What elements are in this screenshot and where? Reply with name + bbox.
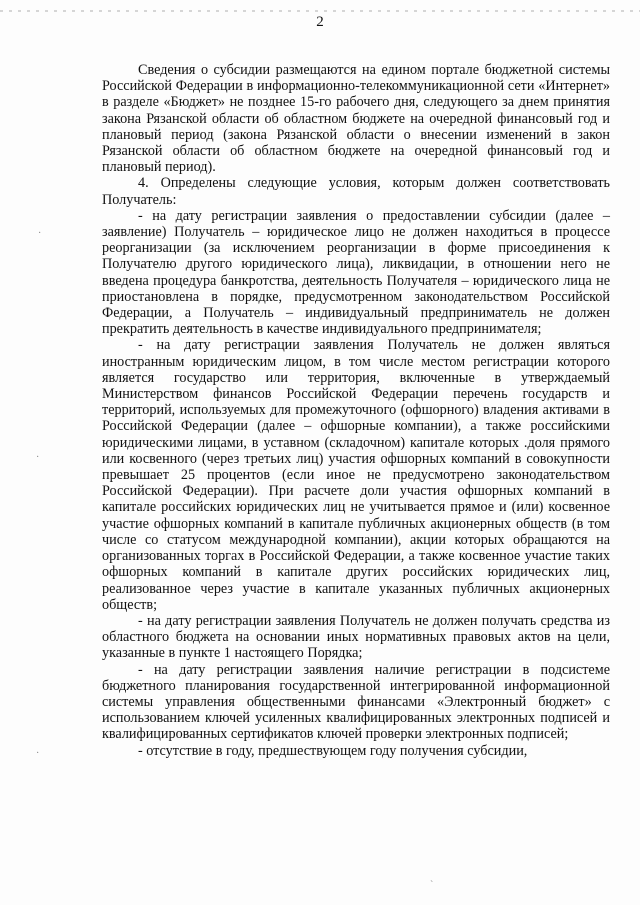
paragraph-condition-offshore: - на дату регистрации заявления Получатель не должен являться иностранным юридическим лицом, в том числе местом регистрации которого является государство или территория, включенные в утверждаемый Министерством финансов Российской Федерации перечень государств и территорий, используемых для промежуточного (офшорного) владения активами в Российской Федерации (далее – офшорные компании), а также российскими юридическими лицами, в уставном (складочном) капитале которых .доля прямого или косвенного (через третьих лиц) участия офшорных компаний в совокупности превышает 25 процентов (если иное не предусмотрено законодательством Российской Федерации). При расчете доли участия офшорных компаний в капитале российских юридических лиц не учитывается прямое и (или) косвенное участие офшорных компаний в капитале публичных акционерных обществ (в том числе со статусом международной компании), акции которых обращаются на организованных торгах в Российской Федерации, а также косвенное участие таких офшорных компаний в капитале других российских юридических лиц, реализованное через участие в капитале указанных публичных акционерных обществ; <box>102 337 610 613</box>
paragraph-condition-previous-year: - отсутствие в году, предшествующем году получения субсидии, <box>138 742 528 759</box>
page-number: 2 <box>316 14 324 30</box>
scan-speck: · <box>38 228 42 239</box>
scan-speck: · <box>36 748 40 759</box>
paragraph-condition-other-funds: - на дату регистрации заявления Получатель не должен получать средства из областного бюджета на основании иных нормативных правовых актов на цели, указанные в пункте 1 настоящего Порядка; <box>102 612 610 662</box>
paragraph-condition-electronic-budget: - на дату регистрации заявления наличие регистрации в подсистеме бюджетного планирования государственной интегрированной информационной системы управления общественными финансами «Электронный бюджет» с использованием ключей усиленных квалифицированных электронных подписей и квалифицированных сертификатов ключей проверки электронных подписей; <box>102 661 610 743</box>
document-body <box>102 62 610 759</box>
scan-speck: ` <box>430 880 434 891</box>
paragraph-condition-reorganization: - на дату регистрации заявления о предоставлении субсидии (далее – заявление) Получатель – юридическое лицо не должен находиться в процессе реорганизации (за исключением реорганизации в форме присоединения к Получателю другого юридического лица), ликвидации, в отношении него не введена процедура банкротства, деятельность Получателя – юридического лица не приостановлена в порядке, предусмотренном законодательством Российской Федерации, а Получатель – индивидуальный предприниматель не должен прекратить деятельность в качестве индивидуального предпринимателя; <box>102 207 610 338</box>
scan-speck: · <box>36 452 40 463</box>
paragraph-subsidy-info: Сведения о субсидии размещаются на едином портале бюджетной системы Российской Федерации в информационно-телекоммуникационной сети «Интернет» в разделе «Бюджет» не позднее 15-го рабочего дня, следующего за днем принятия закона Рязанской области об областном бюджете на очередной финансовый год и плановый период (закона Рязанской области о внесении изменений в закон Рязанской области об областном бюджете на очередной финансовый год и плановый период). <box>102 62 610 176</box>
scan-artifact-line <box>0 10 640 12</box>
paragraph-conditions-heading: 4. Определены следующие условия, которым должен соответствовать Получатель: <box>102 175 610 208</box>
